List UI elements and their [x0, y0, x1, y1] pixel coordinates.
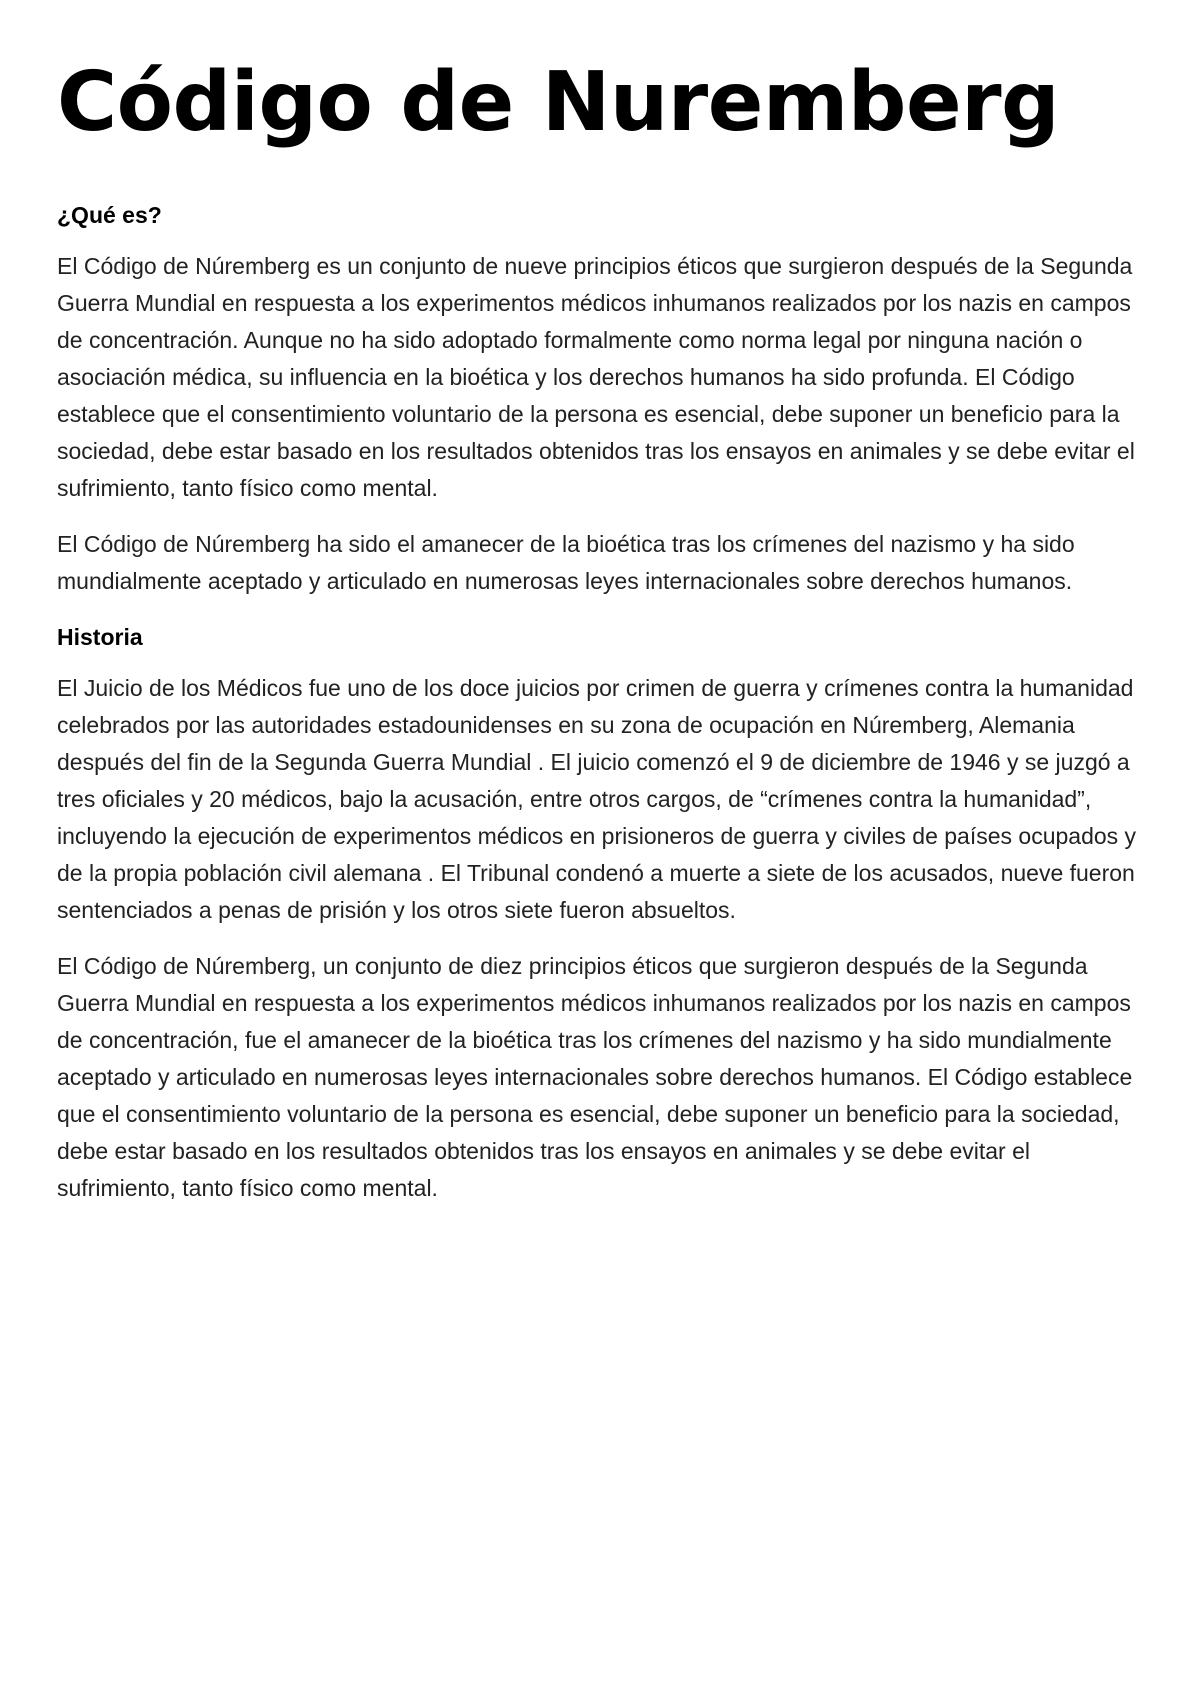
section-heading-que-es: ¿Qué es?	[57, 202, 162, 229]
paragraph-que-es-impact: El Código de Núremberg ha sido el amanecer de la bioética tras los crímenes del nazismo y ha sido mundialmente aceptado y articulado en numerosas leyes internacionales sobre derechos humanos.	[57, 531, 1075, 595]
paragraph-historia-trial: El Juicio de los Médicos fue uno de los doce juicios por crimen de guerra y crímenes contra la humanidad celebrados por las autoridades estadounidenses en su zona de ocupación en Núremberg, Alemania después del fin de la Segunda Guerra Mundial . El juicio comenzó el 9 de diciembre de 1946 y se juzgó a tres oficiales y 20 médicos, bajo la acusación, entre otros cargos, de “crímenes contra la humanidad”, incluyendo la ejecución de experimentos médicos en prisioneros de guerra y civiles de países ocupados y de la propia población civil alemana . El Tribunal condenó a muerte a siete de los acusados, nueve fueron sentenciados a penas de prisión y los otros siete fueron absueltos.	[57, 675, 1137, 924]
paragraph-que-es-definition: El Código de Núremberg es un conjunto de nueve principios éticos que surgieron después de la Segunda Guerra Mundial en respuesta a los experimentos médicos inhumanos realizados por los nazis en campos de concentración. Aunque no ha sido adoptado formalmente como norma legal por ninguna nación o asociación médica, su influencia en la bioética y los derechos humanos ha sido profunda. El Código establece que el consentimiento voluntario de la persona es esencial, debe suponer un beneficio para la sociedad, debe estar basado en los resultados obtenidos tras los ensayos en animales y se debe evitar el sufrimiento, tanto físico como mental.	[57, 253, 1135, 502]
document-page	[57, 55, 1147, 1207]
section-heading-historia: Historia	[57, 624, 143, 651]
paragraph-historia-code: El Código de Núremberg, un conjunto de diez principios éticos que surgieron después de la Segunda Guerra Mundial en respuesta a los experimentos médicos inhumanos realizados por los nazis en campos de concentración, fue el amanecer de la bioética tras los crímenes del nazismo y ha sido mundialmente aceptado y articulado en numerosas leyes internacionales sobre derechos humanos. El Código establece que el consentimiento voluntario de la persona es esencial, debe suponer un beneficio para la sociedad, debe estar basado en los resultados obtenidos tras los ensayos en animales y se debe evitar el sufrimiento, tanto físico como mental.	[57, 953, 1133, 1202]
page-title: Código de Nuremberg	[57, 55, 1060, 150]
